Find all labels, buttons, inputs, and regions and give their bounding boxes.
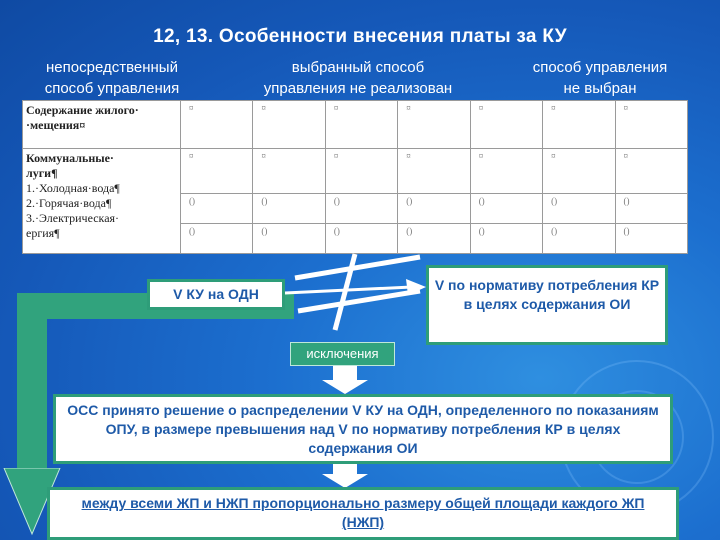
row-label-line: 1.·Холодная·вода¶ [26, 181, 120, 196]
oss-decision-box [53, 394, 673, 464]
column-header-line: выбранный способ [291, 59, 425, 76]
table-cell: ¤ [181, 101, 253, 149]
table-cell: () [325, 223, 397, 253]
table-cell: () [253, 223, 325, 253]
table-cell: () [470, 193, 542, 223]
table-cell: ¤ [543, 149, 615, 193]
column-header-line: способ управления [44, 80, 180, 97]
row-label-line: ·мещения¤ [26, 118, 86, 132]
distribution-result-label: между всеми ЖП и НЖП пропорционально размеру общей площади каждого ЖП (НЖП) [81, 495, 645, 530]
table-cell: ¤ [325, 149, 397, 193]
table-cell: ¤ [470, 101, 542, 149]
odn-volume-label: V КУ на ОДН [173, 286, 259, 302]
column-header-line: не выбран [563, 80, 637, 97]
oss-decision-label: ОСС принято решение о распределении V КУ на ОДН, определенного по показаниям ОПУ, в размере превышения над V по нормативу потребления КР в целях содержания ОИ [67, 402, 659, 456]
cross-slash-line [295, 257, 420, 278]
column-header-line: непосредственный [46, 59, 178, 76]
table-cell: () [615, 223, 687, 253]
oss-down-arrow-icon [322, 366, 368, 394]
table-cell: ¤ [253, 101, 325, 149]
table-cell: () [543, 223, 615, 253]
table-cell: ¤ [325, 101, 397, 149]
row-label-line: 3.·Электрическая· [26, 211, 120, 226]
column-header-line: управления не реализован [263, 80, 453, 97]
table-cell: () [181, 193, 253, 223]
table-cell: ¤ [181, 149, 253, 193]
exceptions-label: исключения [306, 346, 379, 361]
page-title: 12, 13. Особенности внесения платы за КУ [153, 26, 567, 47]
table-cell: ¤ [398, 149, 470, 193]
table-cell: ¤ [253, 149, 325, 193]
distribution-result-box [47, 487, 679, 540]
table-cell: () [470, 223, 542, 253]
exceptions-badge [290, 342, 395, 366]
table-cell: ¤ [470, 149, 542, 193]
table-cell: () [253, 193, 325, 223]
vertical-link-line [335, 254, 355, 330]
table-cell: () [325, 193, 397, 223]
odn-volume-box [147, 279, 285, 310]
table-cell: ¤ [615, 101, 687, 149]
table-cell: ¤ [543, 101, 615, 149]
norm-volume-box [426, 265, 668, 345]
table-cell: () [398, 193, 470, 223]
row-label-line: 2.·Горячая·вода¶ [26, 196, 112, 211]
table-cell: () [181, 223, 253, 253]
table-cell: ¤ [615, 149, 687, 193]
table-cell: ¤ [398, 101, 470, 149]
result-down-arrow-icon [322, 463, 368, 488]
column-header-line: способ управления [532, 59, 668, 76]
table-cell: () [398, 223, 470, 253]
table-cell: () [543, 193, 615, 223]
row-label-line: Коммунальные· [26, 151, 114, 166]
norm-volume-label: V по нормативу потребления КР в целях содержания ОИ [434, 277, 660, 312]
row-label-line: луги¶ [26, 166, 58, 181]
row-label-line: Содержание жилого· [26, 103, 139, 117]
row-label-line: ергия¶ [26, 226, 60, 241]
cross-slash-line [298, 291, 420, 311]
table-cell: () [615, 193, 687, 223]
